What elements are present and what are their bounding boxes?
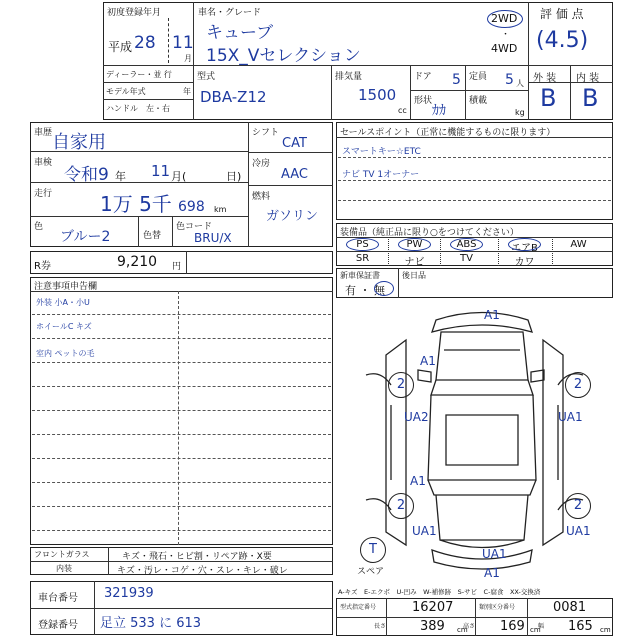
equipment-circle <box>508 238 541 251</box>
length-unit: cm <box>457 626 468 634</box>
sales-title: セールスポイント（正常に機能するものに限ります） <box>340 128 556 138</box>
divider <box>103 82 193 83</box>
equipment-item: TV <box>460 253 473 264</box>
dealer-label: ディーラー・並 行 <box>106 70 172 79</box>
warranty-value: 有 ・ 無 <box>345 284 385 297</box>
height: 169 <box>500 619 525 634</box>
divider <box>186 251 187 274</box>
rule <box>32 434 331 435</box>
divider <box>498 237 499 266</box>
drive-dot: ・ <box>501 30 511 40</box>
rule <box>32 410 331 411</box>
interior-legend: キズ・汚レ・コゲ・穴・スレ・キレ・破レ <box>117 566 288 576</box>
divider <box>386 598 387 636</box>
equipment-item: AW <box>570 239 587 250</box>
width: 165 <box>568 619 593 634</box>
color-label: 色 <box>34 222 44 232</box>
rule <box>32 314 331 315</box>
fuel: ガソリン <box>266 209 319 224</box>
rule <box>338 180 611 181</box>
recycle-value: 9,210 <box>117 254 158 270</box>
damage-mark: UA2 <box>404 410 429 424</box>
divider <box>108 547 109 575</box>
rule <box>32 506 331 507</box>
interior-grade: B <box>582 84 599 112</box>
divider <box>172 216 173 247</box>
equipment-item: ナビ <box>404 257 425 268</box>
divider <box>440 237 441 266</box>
length-label: 長さ <box>374 623 387 630</box>
rule <box>338 200 611 201</box>
later-label: 後日品 <box>402 271 426 280</box>
class-label: 類別区分番号 <box>479 604 516 611</box>
km-unit: km <box>214 205 227 214</box>
height-unit: cm <box>530 626 541 634</box>
era: 平成 <box>108 40 133 54</box>
front-glass-legend: キズ・飛石・ヒビ割・リペア跡・X要 <box>122 552 272 562</box>
reg-month: 11 <box>172 33 194 53</box>
rule <box>338 157 611 158</box>
sales-line-1: スマートキー☆ETC <box>342 147 421 157</box>
recycle-unit: 円 <box>172 262 182 272</box>
doors-label: ドア <box>414 72 432 82</box>
type-value: DBA-Z12 <box>200 88 267 106</box>
interior-label: 内 装 <box>576 73 600 84</box>
handle-label: ハンドル 左・右 <box>106 104 170 113</box>
capacity-unit: 人 <box>516 79 524 88</box>
length: 389 <box>420 619 445 634</box>
doors: 5 <box>452 72 461 88</box>
registration-value: 足立 533 に 613 <box>100 616 202 631</box>
car-name-label: 車名・グレード <box>198 8 262 18</box>
wheel-front-left: 2 <box>388 372 414 398</box>
divider <box>388 237 389 266</box>
drive-2wd: 2WD <box>491 12 518 25</box>
warranty-label: 新車保証書 <box>340 271 380 280</box>
registration-label: 登録番号 <box>38 620 78 631</box>
damage-mark: UA1 <box>566 524 591 538</box>
warranty-circle <box>374 281 394 296</box>
mileage-label: 走行 <box>34 189 53 199</box>
equipment-circle <box>450 238 483 251</box>
rule <box>32 362 331 363</box>
loadcap-label: 積載 <box>469 96 488 106</box>
model-year-unit: 年 <box>183 87 191 96</box>
mileage-man: 1万 5千 <box>100 192 172 216</box>
equipment-circle <box>398 238 431 251</box>
width-unit: cm <box>600 626 611 634</box>
equipment-circle <box>346 238 379 251</box>
displacement-label: 排気量 <box>335 72 363 82</box>
capacity-label: 定員 <box>469 72 488 82</box>
divider <box>398 268 399 298</box>
shape: ｶｶ <box>432 103 446 119</box>
divider <box>168 18 169 63</box>
year-unit: 年 <box>115 170 126 183</box>
color-change-label: 色替 <box>143 231 162 241</box>
drive-4wd: 4WD <box>491 42 518 55</box>
divider <box>30 182 248 183</box>
model-year-label: モデル年式 <box>106 87 146 96</box>
damage-mark: A1 <box>484 308 500 322</box>
fuel-label: 燃料 <box>252 192 271 202</box>
color-value: ブルー2 <box>60 229 111 245</box>
rule <box>32 458 331 459</box>
damage-legend: A-キズ E-エクボ U-凹み W-補修跡 S-サビ C-腐食 XX-交換済 <box>338 588 541 596</box>
type-cert: 16207 <box>412 600 454 615</box>
note-item: 室内 ペットの毛 <box>36 349 95 358</box>
wheel-rear-right: 2 <box>565 493 591 519</box>
divider <box>527 598 528 636</box>
cc-unit: cc <box>398 106 407 115</box>
color-code: BRU/X <box>194 231 232 245</box>
divider <box>465 65 466 120</box>
note-item: 外装 小A・小U <box>36 298 90 307</box>
notes-title: 注意事項申告欄 <box>34 282 98 292</box>
divider <box>552 237 553 266</box>
recycle-label: R券 <box>34 261 51 272</box>
ac-label: 冷房 <box>252 159 271 169</box>
rating: (4.5) <box>536 28 589 53</box>
shift-label: シフト <box>252 128 280 138</box>
divider <box>410 65 411 120</box>
damage-mark: A1 <box>484 566 500 580</box>
damage-mark: UA1 <box>482 547 507 561</box>
divider <box>103 99 193 100</box>
use-label: 車歴 <box>34 128 53 138</box>
spare-tire: T <box>360 537 386 563</box>
class-no: 0081 <box>553 600 587 615</box>
first-reg-label: 初度登録年月 <box>107 8 162 18</box>
type-cert-label: 型式指定番号 <box>340 604 377 611</box>
spare-label: スペア <box>357 567 385 577</box>
use-value: 自家用 <box>52 132 106 153</box>
mileage-rest: 698 <box>178 199 205 215</box>
capacity: 5 <box>505 72 514 88</box>
equipment-title: 装備品（純正品に限り○をつけてください） <box>340 228 519 238</box>
exterior-grade: B <box>540 84 557 112</box>
inspection-month-unit: 月( <box>171 170 187 183</box>
rule <box>32 386 331 387</box>
equipment-item: SR <box>355 253 370 264</box>
shift: CAT <box>282 136 307 151</box>
interior-label: 内装 <box>56 564 72 573</box>
inspection-month: 11 <box>151 162 171 180</box>
sales-line-2: ナビ TV 1オーナー <box>342 170 420 180</box>
ac: AAC <box>281 167 308 182</box>
damage-mark: UA1 <box>558 410 583 424</box>
shape-label: 形状 <box>414 96 433 106</box>
exterior-label: 外 装 <box>533 73 557 84</box>
damage-mark: UA1 <box>412 524 437 538</box>
equipment-item: PS <box>356 239 369 250</box>
chassis-label: 車台番号 <box>38 593 78 604</box>
divider <box>193 65 194 120</box>
color-code-label: 色コード <box>176 222 213 232</box>
rule <box>32 530 331 531</box>
rule <box>32 482 331 483</box>
divider <box>528 2 529 120</box>
equipment-item: ABS <box>456 239 477 250</box>
divider <box>336 251 613 252</box>
recycle-box <box>30 251 333 274</box>
front-glass-label: フロントガラス <box>34 550 90 559</box>
inspection-era: 令和9 <box>64 165 109 185</box>
damage-mark: A1 <box>410 474 426 488</box>
divider <box>138 216 139 247</box>
divider <box>570 65 571 120</box>
kg-unit: kg <box>515 108 525 117</box>
type-label: 型式 <box>197 72 216 82</box>
equipment-item: エアB <box>511 243 538 254</box>
chassis-value: 321939 <box>104 586 154 601</box>
notes-box <box>30 277 333 545</box>
equipment-item: カワ <box>514 257 535 268</box>
divider <box>410 90 528 91</box>
inspection-label: 車検 <box>34 158 53 168</box>
wheel-rear-left: 2 <box>388 493 414 519</box>
displacement: 1500 <box>358 86 397 104</box>
equipment-item: PW <box>406 239 423 250</box>
rule <box>32 338 331 339</box>
wheel-front-right: 2 <box>565 372 591 398</box>
divider <box>475 598 476 636</box>
rating-label: 評 価 点 <box>540 7 584 21</box>
divider <box>94 581 95 635</box>
note-item: ホイールC キズ <box>36 322 92 331</box>
month-unit: 月 <box>184 54 192 63</box>
divider <box>248 185 333 186</box>
inspection-day-unit: 日) <box>226 170 242 183</box>
width-label: 幅 <box>538 623 545 630</box>
car-name: キューブ <box>206 23 274 43</box>
reg-year: 28 <box>134 33 156 53</box>
divider <box>30 608 333 609</box>
divider <box>331 65 332 120</box>
divider <box>248 152 333 153</box>
damage-mark: A1 <box>420 354 436 368</box>
height-label: 高さ <box>463 623 476 630</box>
grade: 15X_Vセレクション <box>206 46 361 66</box>
